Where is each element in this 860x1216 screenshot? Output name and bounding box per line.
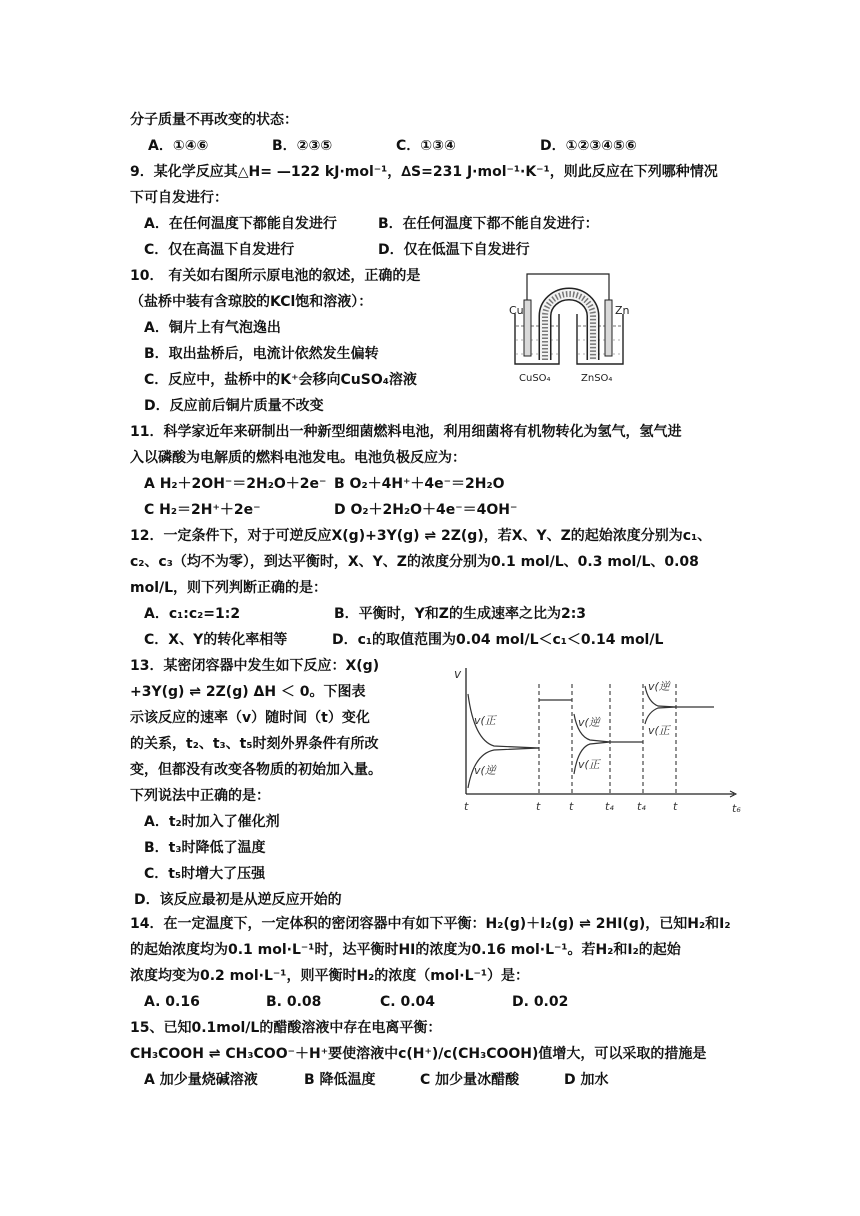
q15-option-a: A 加少量烧碱溶液 xyxy=(144,1072,258,1088)
q10-option-a: A．铜片上有气泡逸出 xyxy=(144,320,281,336)
q13-option-a: A．t₂时加入了催化剂 xyxy=(144,814,280,830)
q10-option-b: B．取出盐桥后，电流计依然发生偏转 xyxy=(144,346,379,362)
q13-option-c: C．t₅时增大了压强 xyxy=(144,866,266,882)
q11-line1: 11．科学家近年来研制出一种新型细菌燃料电池，利用细菌将有机物转化为氢气，氢气进 xyxy=(130,424,682,440)
q12-option-a: A．c₁:c₂=1:2 xyxy=(144,606,241,622)
q14-line3: 浓度均变为0.2 mol·L⁻¹，则平衡时H₂的浓度（mol·L⁻¹）是： xyxy=(130,968,530,984)
q13-option-b: B．t₃时降低了温度 xyxy=(144,840,266,856)
x-tick-0: t xyxy=(464,800,469,813)
q8-option-b: B．②③⑤ xyxy=(272,138,333,154)
q10-option-c: C．反应中，盐桥中的K⁺会移向CuSO₄溶液 xyxy=(144,372,417,388)
znso4-label: ZnSO₄ xyxy=(581,373,613,384)
q10-line2: （盐桥中装有含琼胶的KCl饱和溶液）： xyxy=(130,294,373,310)
x-tick-2: t xyxy=(569,800,574,813)
q12-option-d: D．c₁的取值范围为0.04 mol/L＜c₁＜0.14 mol/L xyxy=(332,632,664,648)
q12-option-c: C．X、Y的转化率相等 xyxy=(144,632,288,648)
q11-option-d: D O₂＋2H₂O＋4e⁻＝4OH⁻ xyxy=(334,502,518,518)
curve-label-v-reverse-2: v(逆 xyxy=(578,716,600,729)
y-axis-label: v xyxy=(454,667,462,681)
curve-label-v-reverse-3: v(逆 xyxy=(648,680,670,693)
q14-option-b: B. 0.08 xyxy=(266,994,322,1010)
zn-electrode-label: Zn xyxy=(615,304,630,317)
curve-label-v-reverse-1: v(逆 xyxy=(474,764,496,777)
q15-line2: CH₃COOH ⇌ CH₃COO⁻＋H⁺要使溶液中c(H⁺)/c(CH₃COOH)值增大，可以采取的措施是 xyxy=(130,1046,707,1062)
rate-time-graph xyxy=(448,662,748,818)
q8-line1: 分子质量不再改变的状态： xyxy=(130,112,298,128)
q11-option-b: B O₂＋4H⁺＋4e⁻＝2H₂O xyxy=(334,476,505,492)
q10-line1: 10． 有关如右图所示原电池的叙述，正确的是 xyxy=(130,268,421,284)
q13-line6: 下列说法中正确的是： xyxy=(130,788,270,804)
x-tick-1: t xyxy=(536,800,541,813)
cuso4-label: CuSO₄ xyxy=(519,373,551,384)
q14-line2: 的起始浓度均为0.1 mol·L⁻¹时，达平衡时HI的浓度为0.16 mol·L⁻¹。若H₂和I₂的起始 xyxy=(130,942,681,958)
x-tick-3: t₄ xyxy=(605,800,614,813)
galvanic-cell-diagram xyxy=(505,268,635,386)
curve-label-v-forward-2: v(正 xyxy=(578,758,600,771)
q12-line1: 12．一定条件下，对于可逆反应X(g)+3Y(g) ⇌ 2Z(g)，若X、Y、Z的起始浓度分别为c₁、 xyxy=(130,528,712,544)
q11-option-c: C H₂＝2H⁺＋2e⁻ xyxy=(144,502,261,518)
q14-line1: 14．在一定温度下，一定体积的密闭容器中有如下平衡：H₂(g)＋I₂(g) ⇌ 2HI(g)，已知H₂和I₂ xyxy=(130,916,731,932)
q14-option-d: D. 0.02 xyxy=(512,994,569,1010)
q9-option-d: D．仅在低温下自发进行 xyxy=(378,242,530,258)
q8-option-a: A．①④⑥ xyxy=(148,138,209,154)
q15-option-b: B 降低温度 xyxy=(304,1072,376,1088)
q13-line2: +3Y(g) ⇌ 2Z(g) ΔH ＜ 0。下图表 xyxy=(130,684,366,700)
q11-option-a: A H₂＋2OH⁻＝2H₂O＋2e⁻ xyxy=(144,476,327,492)
q8-option-d: D．①②③④⑤⑥ xyxy=(540,138,637,154)
curve-label-v-forward-1: v(正 xyxy=(474,714,496,727)
q15-line1: 15、已知0.1mol/L的醋酸溶液中存在电离平衡： xyxy=(130,1020,442,1036)
q9-line1: 9．某化学反应其△H= —122 kJ·mol⁻¹，∆S=231 J·mol⁻¹·K⁻¹，则此反应在下列哪种情况 xyxy=(130,164,718,180)
q9-option-b: B．在任何温度下都不能自发进行： xyxy=(378,216,599,232)
q13-option-d: D．该反应最初是从逆反应开始的 xyxy=(134,892,342,908)
q12-line2: c₂、c₃（均不为零），到达平衡时，X、Y、Z的浓度分别为0.1 mol/L、0.3 mol/L、0.08 xyxy=(130,554,699,570)
q14-option-c: C. 0.04 xyxy=(380,994,436,1010)
x-tick-5: t xyxy=(673,800,678,813)
q8-option-c: C．①③④ xyxy=(396,138,456,154)
q13-line4: 的关系，t₂、t₃、t₅时刻外界条件有所改 xyxy=(130,736,379,752)
q13-line1: 13．某密闭容器中发生如下反应：X(g) xyxy=(130,658,380,674)
x-tick-6: t₆ xyxy=(732,802,741,815)
q9-option-c: C．仅在高温下自发进行 xyxy=(144,242,295,258)
x-tick-4: t₄ xyxy=(637,800,646,813)
curve-label-v-forward-3: v(正 xyxy=(648,724,670,737)
q12-option-b: B．平衡时，Y和Z的生成速率之比为2:3 xyxy=(334,606,587,622)
q14-option-a: A. 0.16 xyxy=(144,994,200,1010)
q15-option-d: D 加水 xyxy=(564,1072,609,1088)
q12-line3: mol/L，则下列判断正确的是： xyxy=(130,580,328,596)
q9-option-a: A．在任何温度下都能自发进行 xyxy=(144,216,337,232)
q13-line5: 变，但都没有改变各物质的初始加入量。 xyxy=(130,762,382,778)
q10-option-d: D．反应前后铜片质量不改变 xyxy=(144,398,324,414)
q13-line3: 示该反应的速率（v）随时间（t）变化 xyxy=(130,710,370,726)
q9-line2: 下可自发进行： xyxy=(130,190,228,206)
q11-line2: 入以磷酸为电解质的燃料电池发电。电池负极反应为： xyxy=(130,450,466,466)
q15-option-c: C 加少量冰醋酸 xyxy=(420,1072,520,1088)
cu-electrode-label: Cu xyxy=(509,304,524,317)
